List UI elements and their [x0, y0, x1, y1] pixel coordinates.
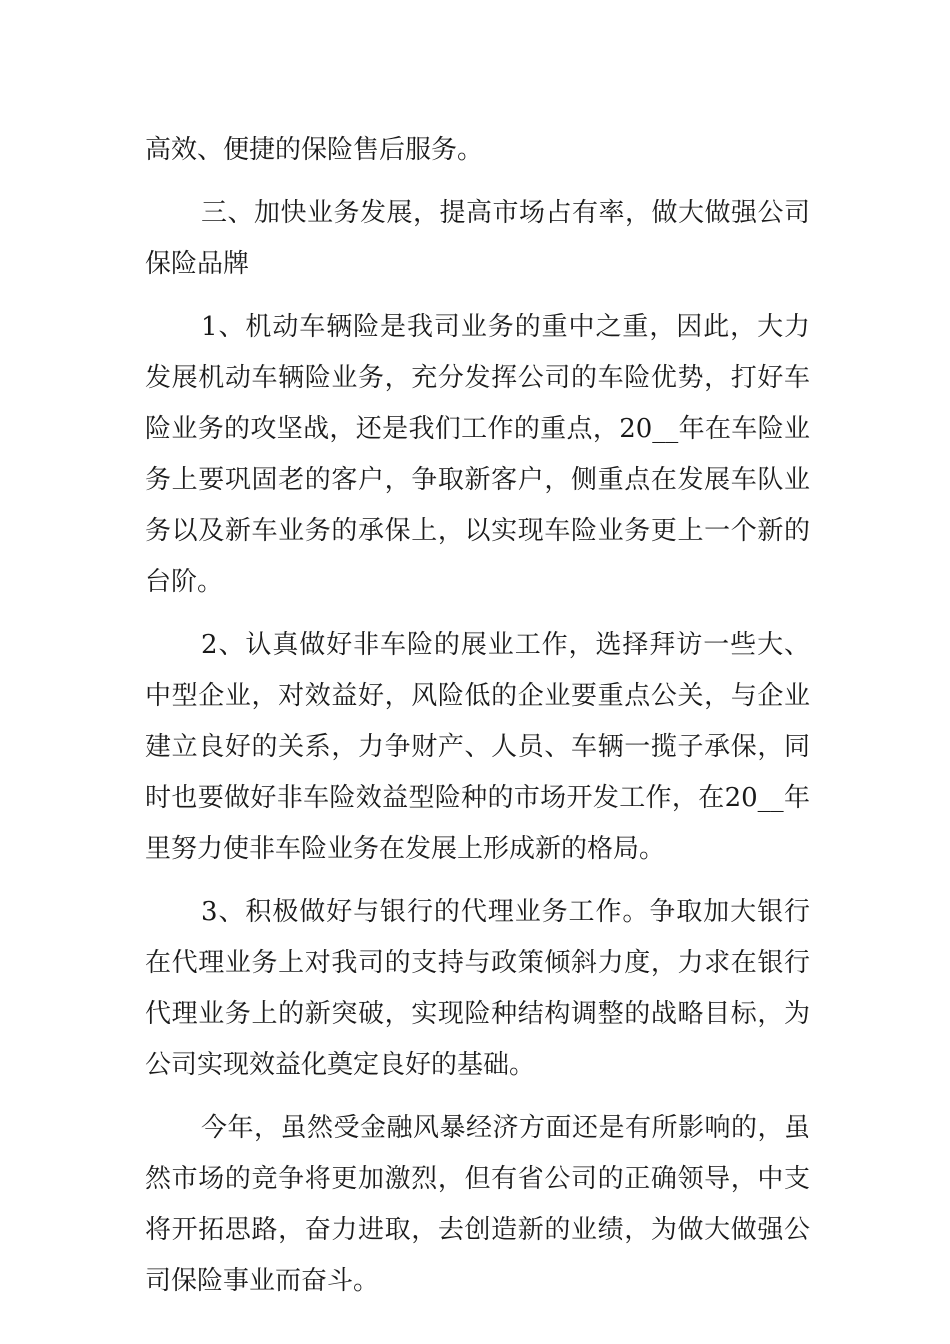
document-page: [145, 125, 810, 1307]
section-heading: 三、加快业务发展，提高市场占有率，做大做强公司保险品牌: [145, 198, 810, 279]
paragraph-item-2: 2、认真做好非车险的展业工作，选择拜访一些大、中型企业，对效益好，风险低的企业要重点公关，与企业建立良好的关系，力争财产、人员、车辆一揽子承保，同时也要做好非车险效益型险种的市场开发工作，在20__年里努力使非车险业务在发展上形成新的格局。: [145, 630, 810, 864]
paragraph-item-1: 1、机动车辆险是我司业务的重中之重，因此，大力发展机动车辆险业务，充分发挥公司的车险优势，打好车险业务的攻坚战，还是我们工作的重点，20__年在车险业务上要巩固老的客户，争取新客户，侧重点在发展车队业务以及新车业务的承保上，以实现车险业务更上一个新的台阶。: [145, 312, 810, 597]
paragraph-item-3: 3、积极做好与银行的代理业务工作。争取加大银行在代理业务上对我司的支持与政策倾斜力度，力求在银行代理业务上的新突破，实现险种结构调整的战略目标，为公司实现效益化奠定良好的基础。: [145, 897, 810, 1080]
paragraph-conclusion: 今年，虽然受金融风暴经济方面还是有所影响的，虽然市场的竞争将更加激烈，但有省公司的正确领导，中支将开拓思路，奋力进取，去创造新的业绩，为做大做强公司保险事业而奋斗。: [145, 1113, 810, 1296]
paragraph-continuation: 高效、便捷的保险售后服务。: [145, 135, 484, 165]
